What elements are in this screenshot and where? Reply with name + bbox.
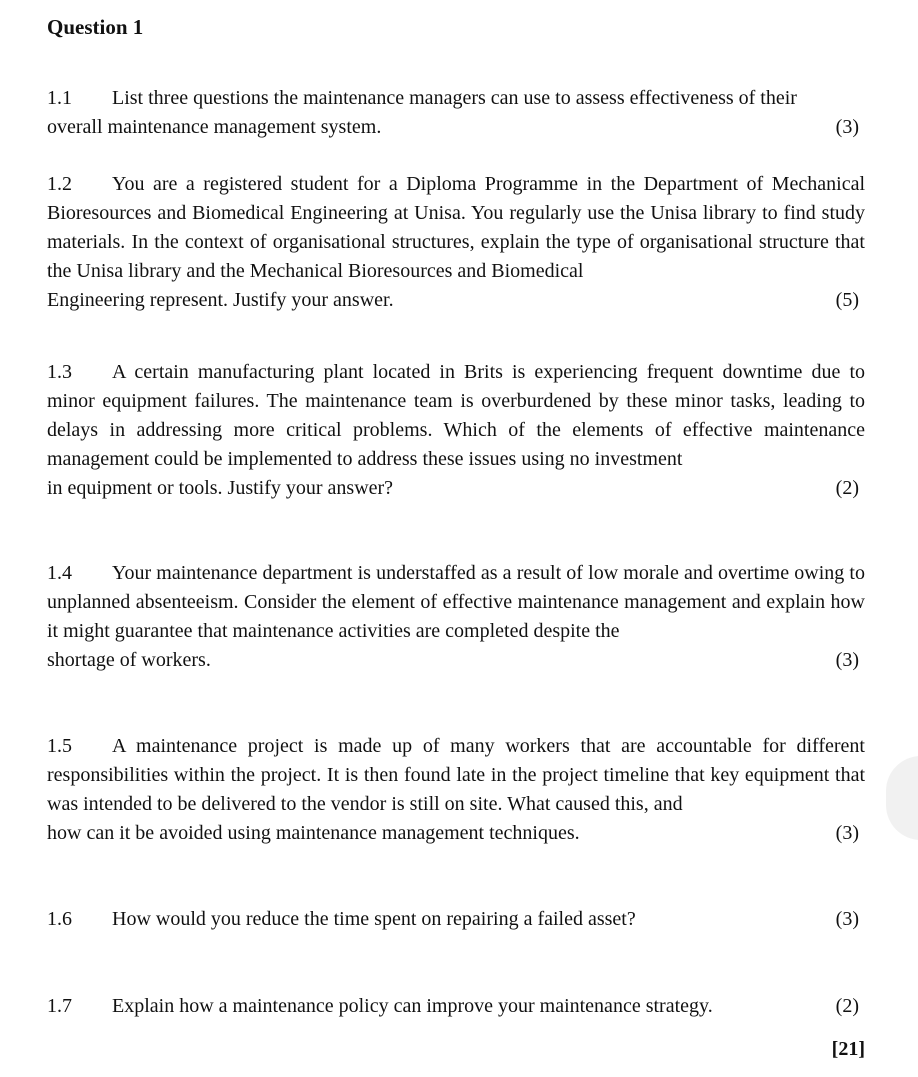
question-number: 1.1 (47, 87, 72, 109)
question-1-5 (47, 732, 865, 848)
question-1-2 (47, 170, 865, 315)
marks-label: (2) (835, 995, 859, 1017)
scroll-edge-handle (886, 756, 918, 840)
question-number: 1.6 (47, 908, 72, 930)
question-text-last-line: shortage of workers. (47, 649, 211, 671)
question-text: A certain manufacturing plant located in Brits is experiencing frequent downtime due to minor equipment failures. The maintenance team is overburdened by these minor tasks, leading to delays in addressing more critical problems. Which of the elements of effective maintenance management could be implemented to address these issues using no investment (47, 361, 865, 470)
question-1-3 (47, 358, 865, 503)
question-text: How would you reduce the time spent on repairing a failed asset? (112, 908, 636, 930)
question-text-last-line: in equipment or tools. Justify your answer? (47, 477, 394, 499)
question-1-1 (47, 84, 865, 142)
marks-label: (2) (835, 477, 859, 499)
marks-label: (5) (835, 289, 859, 311)
question-text: List three questions the maintenance managers can use to assess effectiveness of their (112, 87, 797, 109)
question-number: 1.4 (47, 562, 72, 584)
question-text: A maintenance project is made up of many workers that are accountable for different responsibilities within the project. It is then found late in the project timeline that key equipment that was intended to be delivered to the vendor is still on site. What caused this, and (47, 735, 865, 815)
question-number: 1.3 (47, 361, 72, 383)
question-1-4 (47, 559, 865, 675)
question-text: You are a registered student for a Diploma Programme in the Department of Mechanical Bioresources and Biomedical Engineering at Unisa. You regularly use the Unisa library to find study materials. In the context of organisational structures, explain the type of organisational structure that the Unisa library and the Mechanical Bioresources and Biomedical (47, 173, 865, 282)
marks-label: (3) (835, 116, 859, 138)
question-text-last-line: how can it be avoided using maintenance management techniques. (47, 822, 580, 844)
question-text-last-line: overall maintenance management system. (47, 116, 382, 138)
question-number: 1.2 (47, 173, 72, 195)
question-text-last-line: Engineering represent. Justify your answer. (47, 289, 394, 311)
question-title: Question 1 (47, 15, 144, 39)
marks-label: (3) (835, 822, 859, 844)
total-marks: [21] (831, 1038, 865, 1060)
question-number: 1.7 (47, 995, 72, 1017)
marks-label: (3) (835, 649, 859, 671)
question-text: Explain how a maintenance policy can improve your maintenance strategy. (112, 995, 713, 1017)
question-text: Your maintenance department is understaffed as a result of low morale and overtime owing to unplanned absenteeism. Consider the element of effective maintenance management and explain how it might guarantee that maintenance activities are completed despite the (47, 562, 865, 642)
question-1-6 (47, 905, 865, 934)
marks-label: (3) (835, 908, 859, 930)
question-number: 1.5 (47, 735, 72, 757)
question-1-7 (47, 992, 865, 1021)
